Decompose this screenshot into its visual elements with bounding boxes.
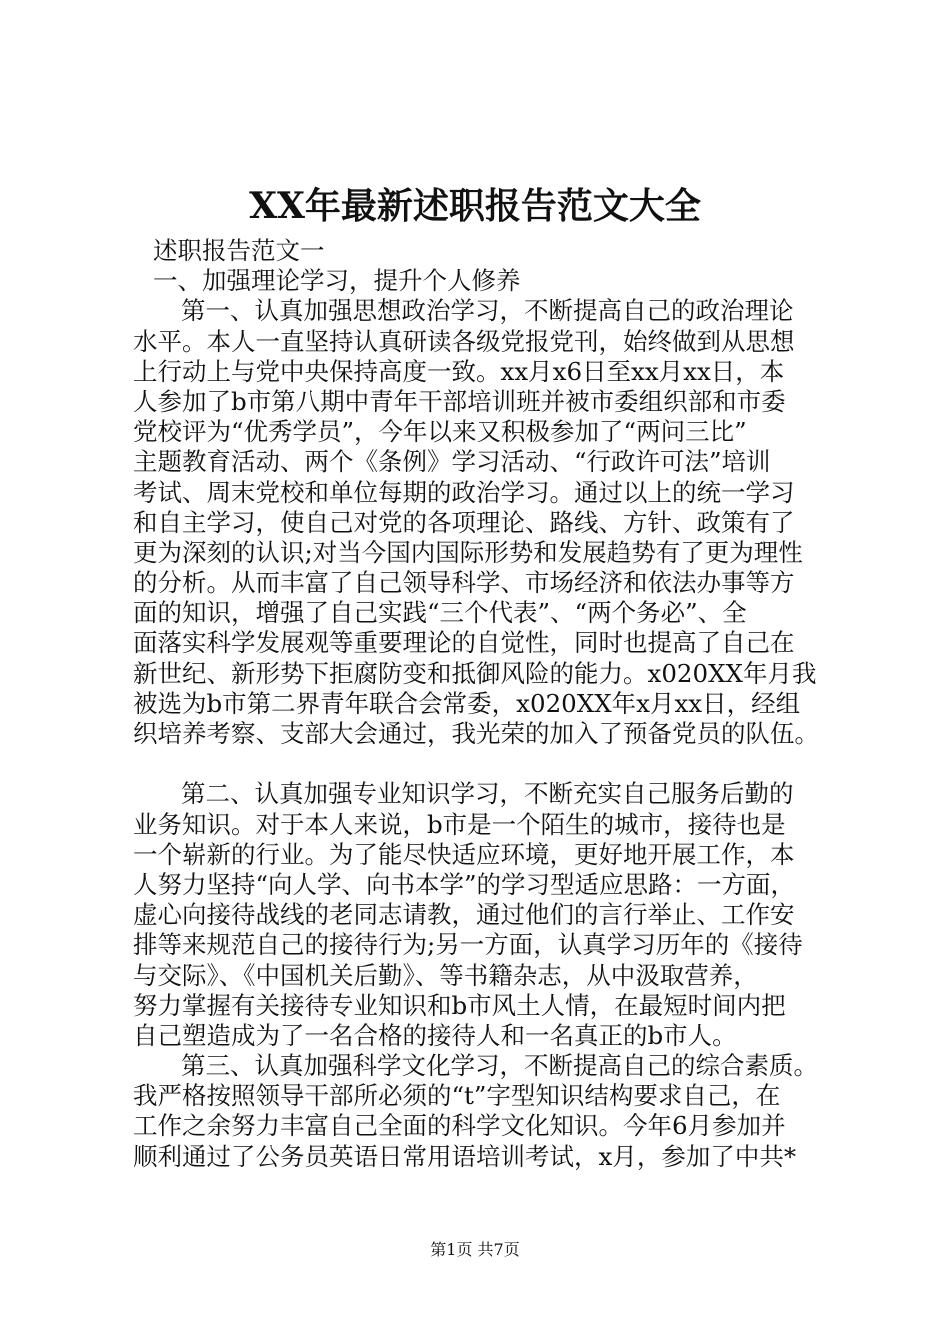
paragraph-line: 自己塑造成为了一名合格的接待人和一名真正的b市人。 xyxy=(133,1020,737,1050)
paragraph-line: 工作之余努力丰富自己全面的科学文化知识。今年6月参加并 xyxy=(133,1111,786,1141)
paragraph-line: 第一、认真加强思想政治学习，不断提高自己的政治理论 xyxy=(181,296,794,326)
document-body xyxy=(133,236,843,1172)
paragraph-gap xyxy=(133,749,843,779)
paragraph-line: 被选为b市第二界青年联合会常委，x020XX年x月xx日，经组 xyxy=(133,688,801,718)
paragraph-line: 更为深刻的认识;对当今国内国际形势和发展趋势有了更为理性 xyxy=(133,537,803,567)
document-title: XX年最新述职报告范文大全 xyxy=(249,185,701,227)
paragraph-line: 党校评为“优秀学员”，今年以来又积极参加了“两问三比” xyxy=(133,417,747,447)
paragraph-line: 人努力坚持“向人学、向书本学”的学习型适应思路：一方面， xyxy=(133,869,796,899)
paragraph-line: 上行动上与党中央保持高度一致。xx月x6日至xx月xx日，本 xyxy=(133,356,785,386)
paragraph-line: 第三、认真加强科学文化学习，不断提高自己的综合素质。 xyxy=(181,1051,818,1081)
paragraph-line: 水平。本人一直坚持认真研读各级党报党刊，始终做到从思想 xyxy=(133,326,795,356)
paragraph-line: 业务知识。对于本人来说，b市是一个陌生的城市，接待也是 xyxy=(133,809,786,839)
paragraph-line: 主题教育活动、两个《条例》学习活动、“行政许可法”培训 xyxy=(133,447,771,477)
section-heading: 述职报告范文一 xyxy=(153,236,325,265)
paragraph-line: 努力掌握有关接待专业知识和b市风土人情，在最短时间内把 xyxy=(133,990,786,1020)
paragraph-line: 排等来规范自己的接待行为;另一方面，认真学习历年的《接待 xyxy=(133,930,803,960)
paragraph-line: 考试、周末党校和单位每期的政治学习。通过以上的统一学习 xyxy=(133,477,795,507)
paragraph-line: 顺利通过了公务员英语日常用语培训考试，x月，参加了中共* xyxy=(133,1141,797,1171)
paragraph-line: 我严格按照领导干部所必须的“t”字型知识结构要求自己，在 xyxy=(133,1081,781,1111)
page-footer: 第1页 共7页 xyxy=(430,1240,520,1259)
paragraph-line: 面的知识，增强了自己实践“三个代表”、“两个务必”、全 xyxy=(133,598,747,628)
paragraph-line: 新世纪、新形势下拒腐防变和抵御风险的能力。x020XX年月我 xyxy=(133,658,817,688)
paragraph-line: 面落实科学发展观等重要理论的自觉性，同时也提高了自己在 xyxy=(133,628,795,658)
paragraph-line: 虚心向接待战线的老同志请教，通过他们的言行举止、工作安 xyxy=(133,900,795,930)
paragraph-line: 的分析。从而丰富了自己领导科学、市场经济和依法办事等方 xyxy=(133,568,795,598)
paragraph-line: 织培养考察、支部大会通过，我光荣的加入了预备党员的队伍。 xyxy=(133,719,819,748)
paragraph-line: 第二、认真加强专业知识学习，不断充实自己服务后勤的 xyxy=(181,779,794,809)
paragraph-line: 一个崭新的行业。为了能尽快适应环境，更好地开展工作，本 xyxy=(133,839,795,869)
paragraph-line: 和自主学习，使自己对党的各项理论、路线、方针、政策有了 xyxy=(133,507,795,537)
subsection-heading: 一、加强理论学习，提升个人修养 xyxy=(153,266,521,296)
paragraph-line: 人参加了b市第八期中青年干部培训班并被市委组织部和市委 xyxy=(133,386,786,416)
paragraph-line: 与交际》、《中国机关后勤》、等书籍杂志，从中汲取营养， xyxy=(133,960,758,990)
